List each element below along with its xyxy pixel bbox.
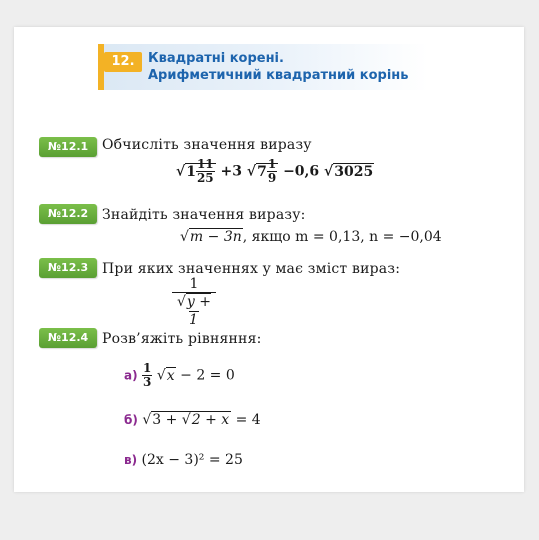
- equation-c: (2x − 3)² = 25: [141, 452, 243, 468]
- radical-sign: √: [156, 367, 166, 384]
- task-badge-12-2: №12.2: [39, 204, 97, 224]
- fraction-one-third: $\frac{1}{3}$: [143, 361, 152, 389]
- task-12-4-item-a: а) $\frac{1}{3}$ √x − 2 = 0: [124, 361, 235, 389]
- radical-sign: √: [181, 412, 191, 428]
- fraction-denominator: √y + 1: [176, 294, 211, 328]
- item-label-a: а): [124, 368, 138, 383]
- task-text-12-2: Знайдіть значення виразу:: [102, 207, 306, 223]
- mixed-fraction-1: $\frac{11}{25}$: [196, 157, 214, 185]
- task-badge-12-1: №12.1: [39, 137, 97, 157]
- section-header: [98, 44, 428, 90]
- radicand-3: 3025: [334, 163, 374, 180]
- section-number: 12.: [104, 52, 142, 72]
- task-expr-12-1: √1 $\frac{11}{25}$ +3 √7 $\frac{1}{9}$ −0,6 √3025: [176, 157, 374, 185]
- task-text-12-4: Розв’яжіть рівняння:: [102, 331, 262, 347]
- mixed-fraction-2: $\frac{1}{9}$: [267, 157, 277, 185]
- radical-sign: √: [324, 163, 334, 180]
- radical-sign: √: [176, 294, 186, 310]
- outer-radicand: 3 + √2 + x: [152, 412, 230, 428]
- task-badge-12-3: №12.3: [39, 258, 97, 278]
- task-12-4-item-b: б) √3 + √2 + x = 4: [124, 412, 261, 428]
- item-label-b: б): [124, 413, 138, 427]
- radical-sign: √: [246, 163, 257, 180]
- task-expr-12-2: √m − 3n, якщо m = 0,13, n = −0,04: [180, 229, 442, 245]
- radicand-1: 1 $\frac{11}{25}$: [186, 157, 214, 185]
- fraction-numerator: 1: [172, 276, 216, 293]
- section-title-line1: Квадратні корені.: [148, 51, 284, 66]
- radicand-m-3n: m − 3n: [189, 229, 242, 245]
- task-text-12-1: Обчисліть значення виразу: [102, 137, 312, 153]
- section-title: [148, 50, 409, 84]
- radical-sign: √: [142, 412, 152, 428]
- task-text-12-3: При яких значеннях y має зміст вираз:: [102, 261, 401, 277]
- section-title-line2: Арифметичний квадратний корінь: [148, 68, 409, 83]
- task-expr-12-3: [172, 276, 216, 329]
- radical-sign: √: [180, 229, 189, 245]
- task-12-4-item-c: [124, 451, 243, 469]
- item-label-c: в): [124, 453, 138, 467]
- task-badge-12-4: №12.4: [39, 328, 97, 348]
- radical-sign: √: [176, 163, 186, 180]
- radicand-2: 7 $\frac{1}{9}$: [257, 157, 277, 185]
